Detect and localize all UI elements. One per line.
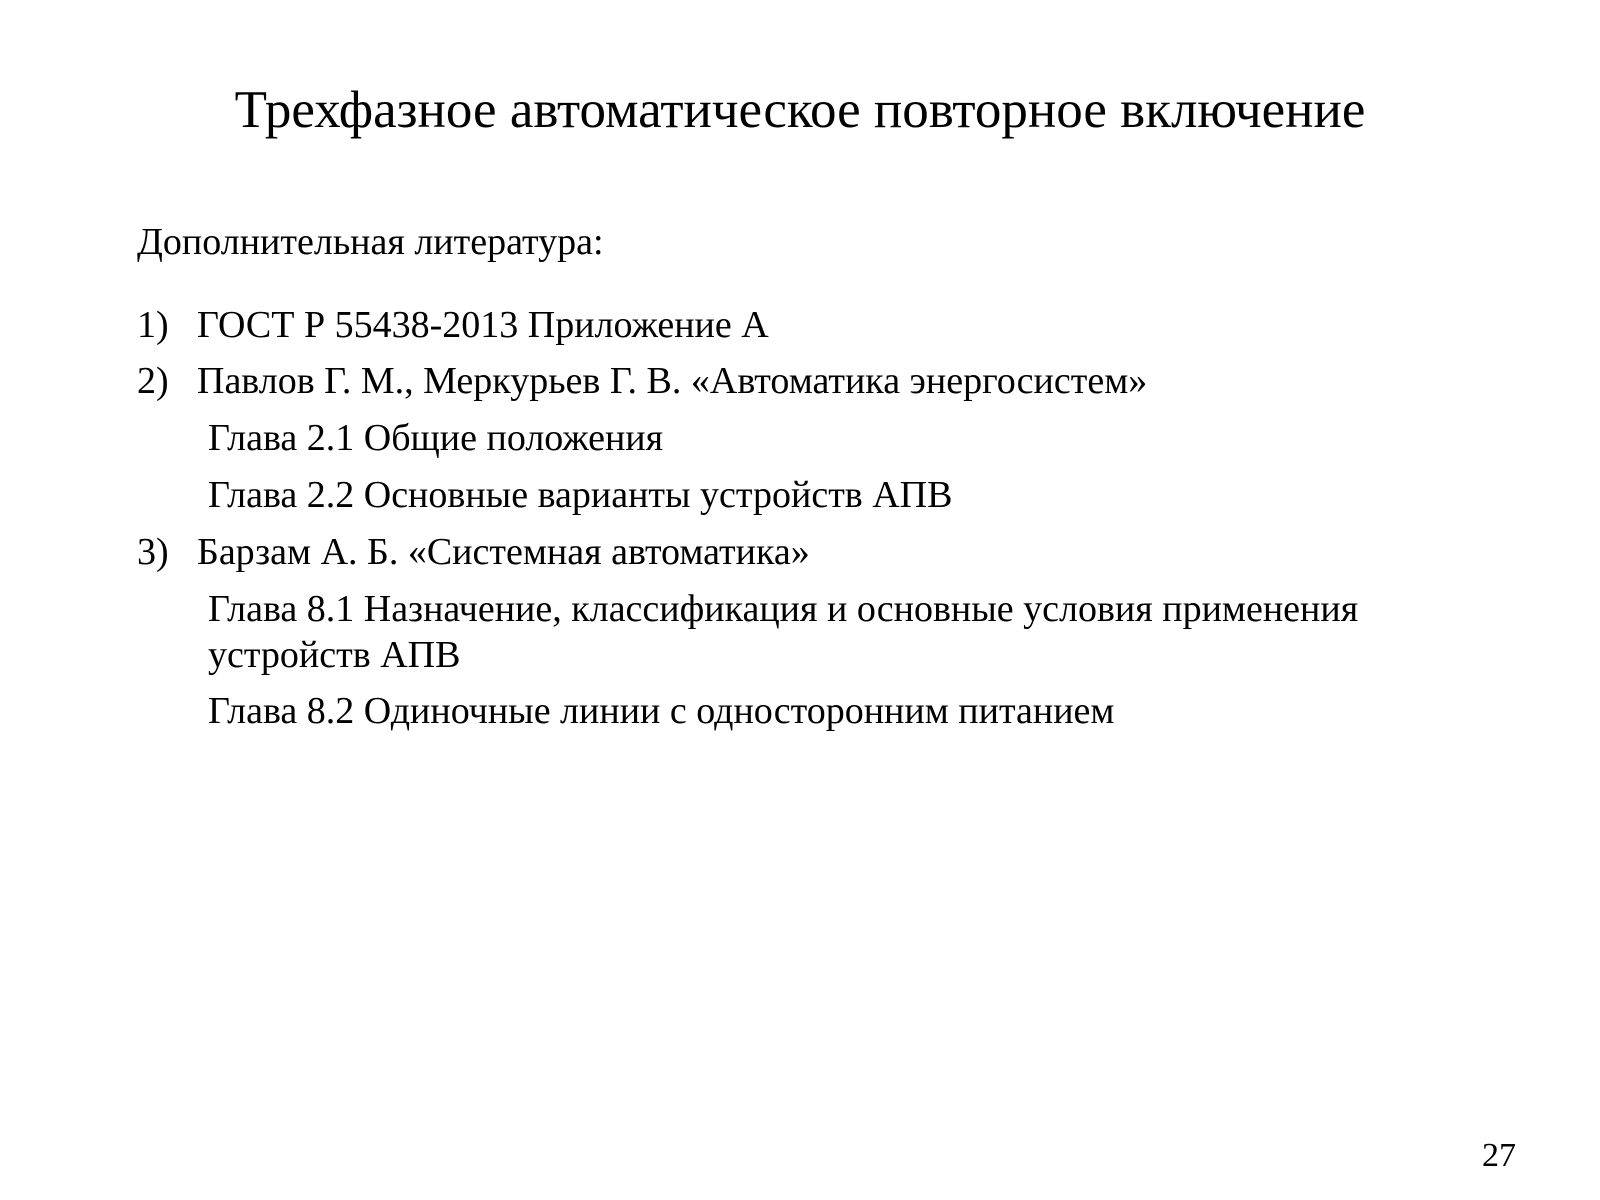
list-item-number: 1): [137, 304, 169, 346]
list-item-number: 2): [137, 360, 169, 402]
list-item-text: Павлов Г. М., Меркурьев Г. В. «Автоматика энергосистем»: [197, 360, 1148, 402]
list-item-text: Барзам А. Б. «Системная автоматика»: [197, 531, 810, 573]
list-item-number: 3): [137, 531, 169, 573]
sub-item: Глава 2.1 Общие положения: [208, 417, 664, 459]
sub-item: Глава 8.2 Одиночные линии с односторонним питанием: [208, 690, 1115, 732]
list-item-text: ГОСТ Р 55438-2013 Приложение А: [197, 304, 769, 346]
literature-heading: Дополнительная литература:: [137, 221, 604, 263]
sub-item: Глава 8.1 Назначение, классификация и основные условия применения устройств АПВ: [208, 588, 1359, 676]
list-item-2: [0, 358, 1600, 404]
page-number: 27: [1482, 1137, 1516, 1174]
sub-item: Глава 2.2 Основные варианты устройств АПВ: [208, 474, 953, 516]
slide-title: Трехфазное автоматическое повторное включение: [234, 81, 1366, 139]
list-item-3: [0, 529, 1600, 575]
list-item-1: [0, 302, 1600, 348]
